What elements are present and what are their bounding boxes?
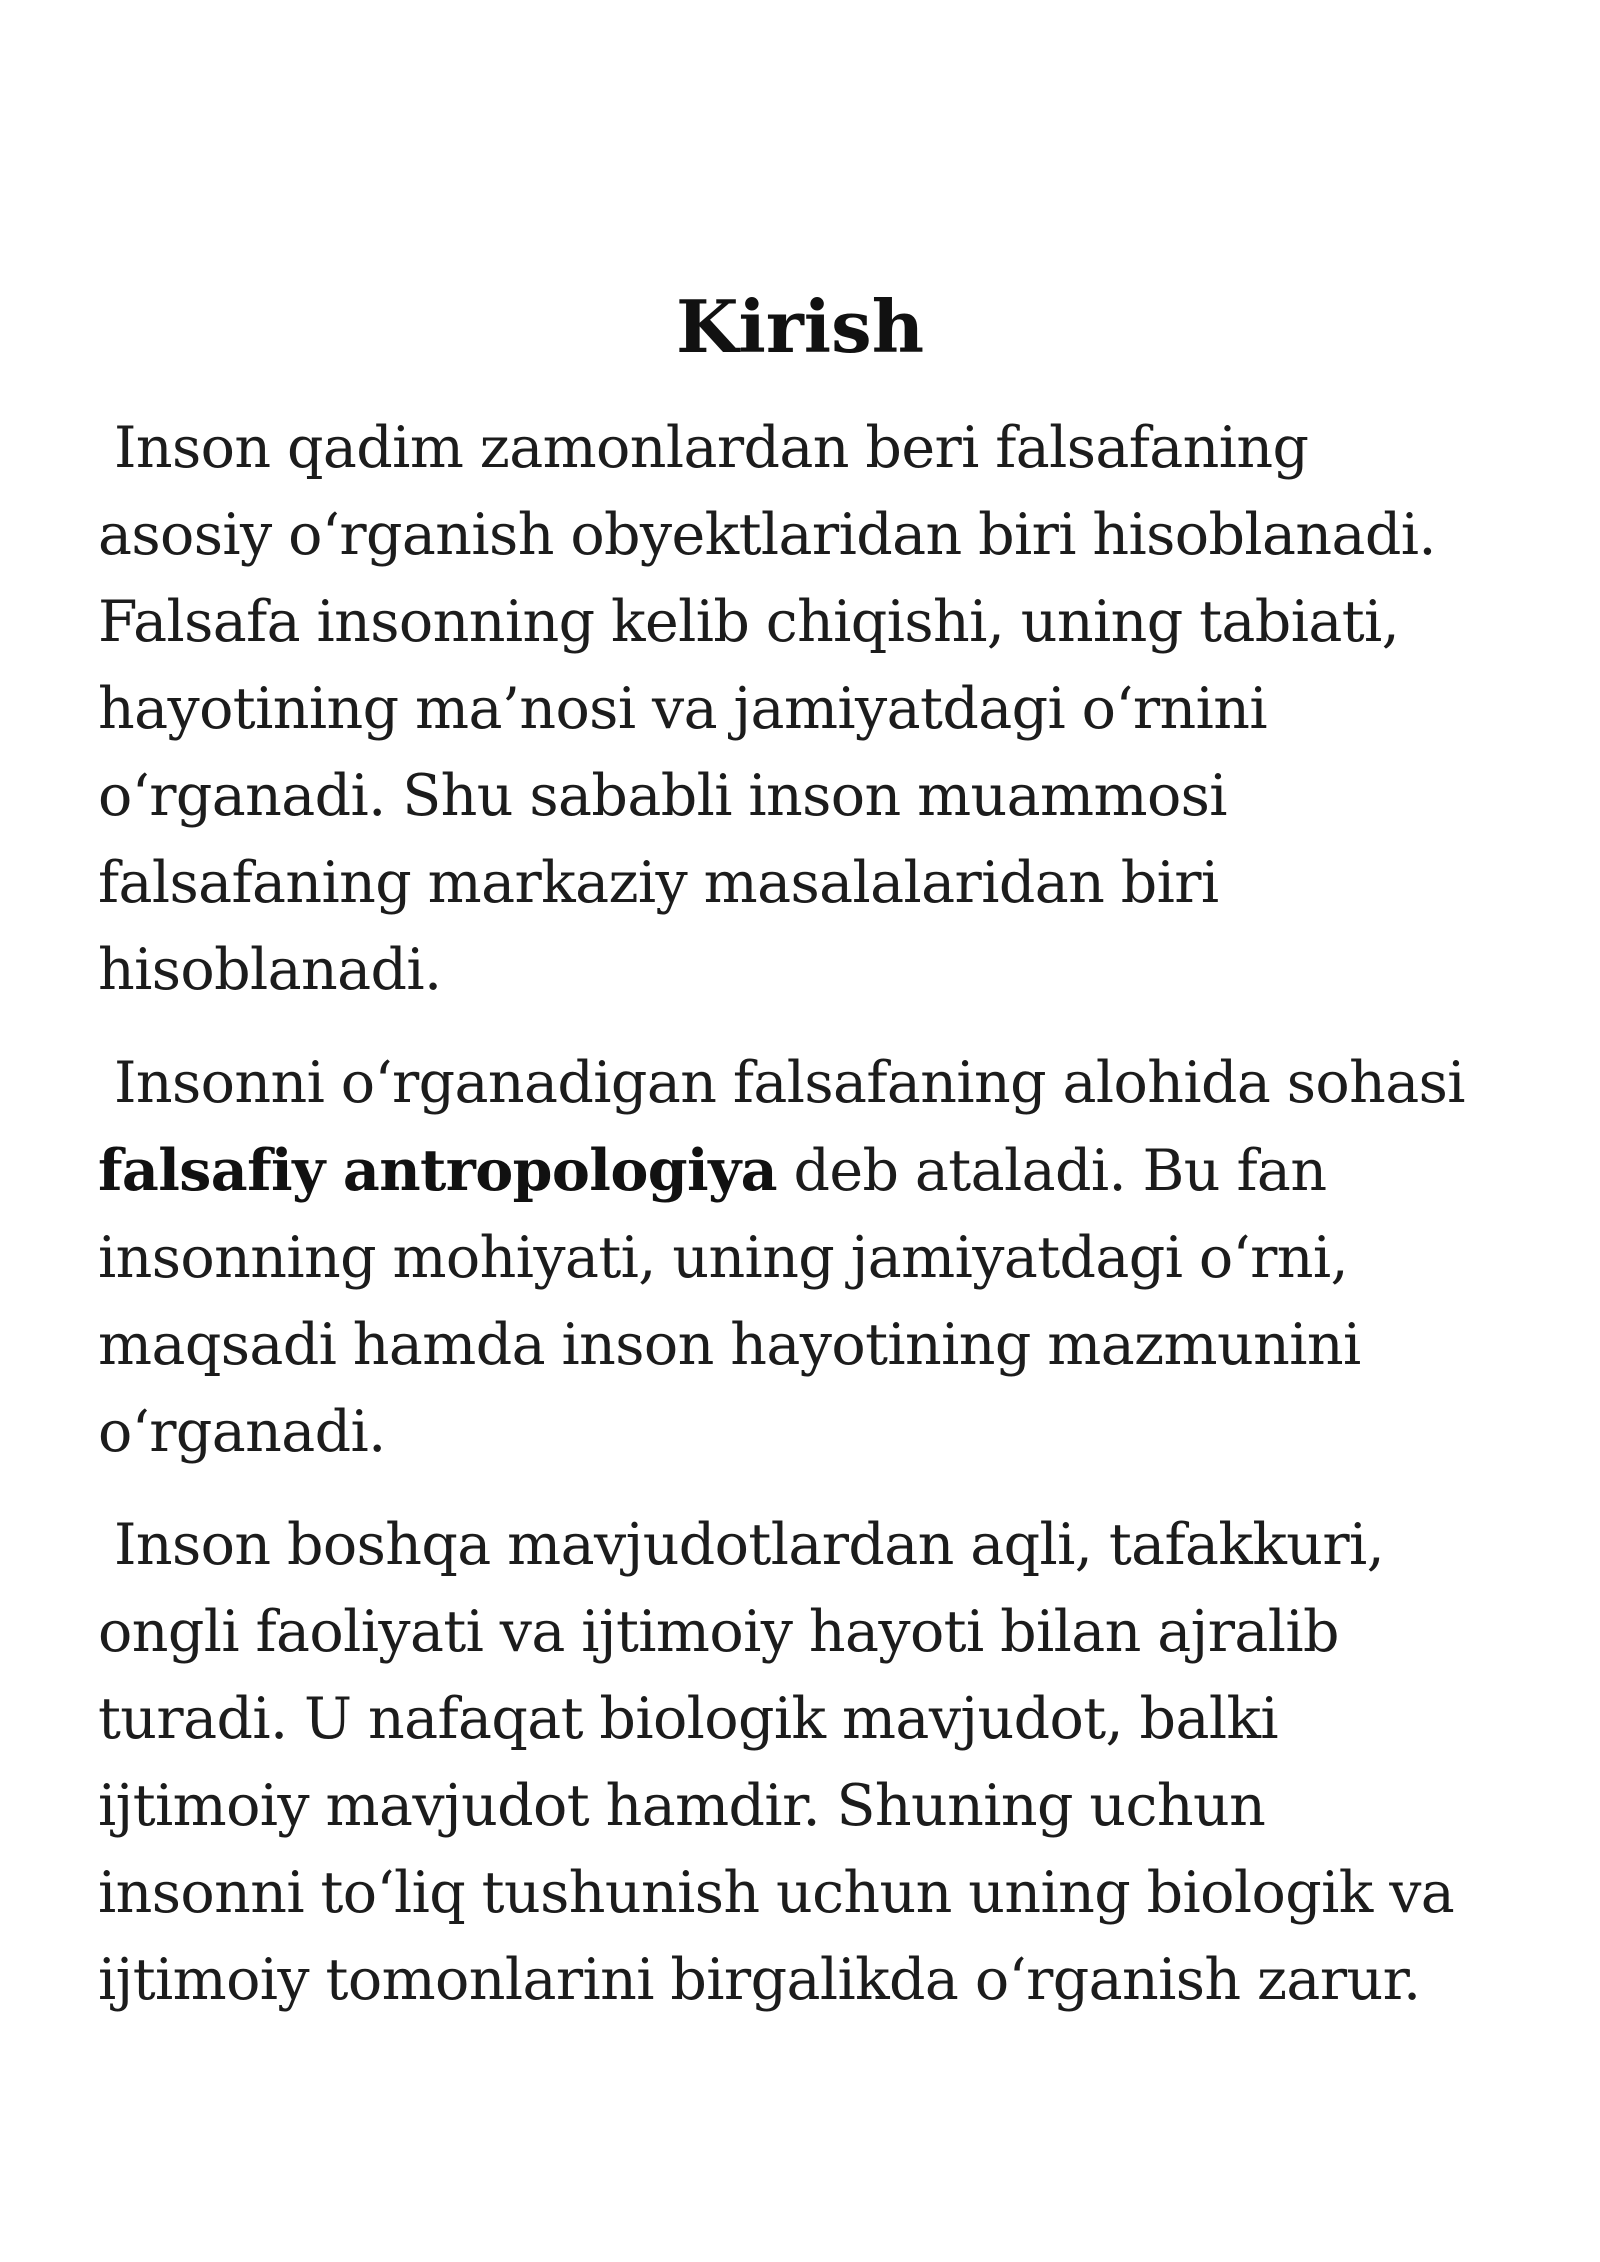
text-line: o‘rganadi. Shu sababli inson muammosi <box>98 763 1227 829</box>
text-line: ongli faoliyati va ijtimoiy hayoti bilan ajralib <box>98 1599 1339 1665</box>
text-line: asosiy o‘rganish obyektlaridan biri hisoblanadi. <box>98 502 1436 568</box>
text-line <box>98 1127 1538 1215</box>
text-line: hayotining ma’nosi va jamiyatdagi o‘rnini <box>98 676 1267 742</box>
text-line: Inson boshqa mavjudotlardan aqli, tafakkuri, <box>114 1512 1385 1578</box>
text-line: Insonni o‘rganadigan falsafaning alohida sohasi <box>114 1050 1465 1116</box>
page-title: Kirish <box>675 284 925 369</box>
text-line: hisoblanadi. <box>98 937 442 1003</box>
text-line: ijtimoiy tomonlarini birgalikda o‘rganish zarur. <box>98 1947 1421 2013</box>
text-fragment: deb ataladi. Bu fan <box>776 1138 1327 1204</box>
text-line: ijtimoiy mavjudot hamdir. Shuning uchun <box>98 1773 1266 1839</box>
text-line: insonning mohiyati, uning jamiyatdagi o‘rni, <box>98 1225 1348 1291</box>
paragraph-2 <box>98 1040 1538 1476</box>
text-line: insonni to‘liq tushunish uchun uning biologik va <box>98 1860 1455 1926</box>
text-line: Inson qadim zamonlardan beri falsafaning <box>114 415 1309 481</box>
text-line: Falsafa insonning kelib chiqishi, uning tabiati, <box>98 589 1400 655</box>
text-line: maqsadi hamda inson hayotining mazmunini <box>98 1312 1361 1378</box>
document-body <box>98 405 1538 2050</box>
paragraph-3 <box>98 1502 1538 2024</box>
paragraph-1 <box>98 405 1538 1014</box>
text-line: turadi. U nafaqat biologik mavjudot, balki <box>98 1686 1279 1752</box>
text-line: falsafaning markaziy masalalaridan biri <box>98 850 1219 916</box>
text-line: o‘rganadi. <box>98 1399 386 1465</box>
key-term: falsafiy antropologiya <box>98 1137 777 1204</box>
